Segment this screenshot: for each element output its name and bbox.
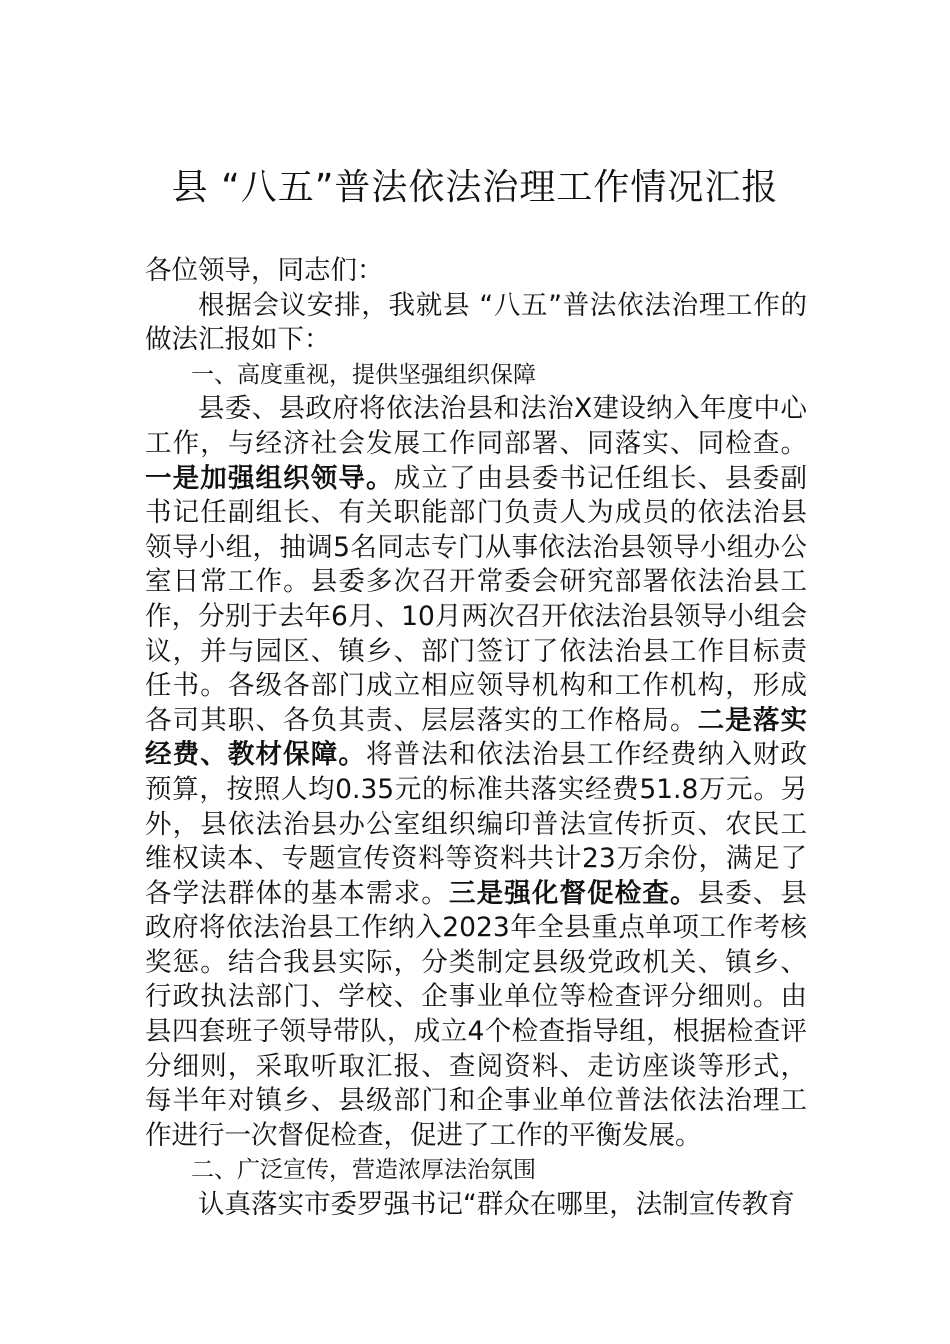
section-2-paragraph: 认真落实市委罗强书记“群众在哪里，法制宣传教育 — [198, 1189, 795, 1221]
salutation: 各位领导，同志们： — [145, 255, 384, 286]
point-2-title: 二是落实经费、教材保障。 — [145, 704, 808, 771]
section-1-lead: 县委、县政府将依法治县和法治X建设纳入年度中心工作，与经济社会发展工作同部署、同落实、同检查。 — [145, 393, 807, 459]
document-title: 县 “八五”普法依法治理工作情况汇报 — [171, 167, 779, 208]
point-3-title: 三是强化督促检查。 — [448, 877, 698, 909]
document-body — [145, 254, 807, 1223]
section-1-heading: 一、高度重视，提供坚强组织保障 — [191, 361, 536, 388]
point-1-title: 一是加强组织领导。 — [145, 462, 394, 494]
point-2-text: 将普法和依法治县工作经费纳入财政预算，按照人均0.35元的标准共落实经费51.8万元。另外，县依法治县办公室组织编印普法宣传折页、农民工维权读本、专题宣传资料等资料共计23万余份，满足了各学法群体的基本需求。 — [145, 739, 808, 909]
intro-paragraph: 根据会议安排，我就县 “八五”普法依法治理工作的做法汇报如下： — [145, 289, 807, 356]
section-2-heading: 二、广泛宣传，营造浓厚法治氛围 — [191, 1157, 536, 1184]
section-1-paragraph — [145, 392, 807, 1153]
point-1-text: 成立了由县委书记任组长、县委副书记任副组长、有关职能部门负责人为成员的依法治县领导小组，抽调5名同志专门从事依法治县领导小组办公室日常工作。县委多次召开常委会研究部署依法治县工作，分别于去年6月、10月两次召开依法治县领导小组会议，并与园区、镇乡、部门签订了依法治县工作目标责任书。各级各部门成立相应领导机构和工作机构，形成各司其职、各负其责、层层落实的工作格局。 — [145, 462, 808, 736]
point-3-text: 县委、县政府将依法治县工作纳入2023年全县重点单项工作考核奖惩。结合我县实际，分类制定县级党政机关、镇乡、行政执法部门、学校、企事业单位等检查评分细则。由县四套班子领导带队，成立4个检查指导组，根据检查评分细则，采取听取汇报、查阅资料、走访座谈等形式，每半年对镇乡、县级部门和企事业单位普法依法治理工作进行一次督促检查，促进了工作的平衡发展。 — [145, 877, 808, 1151]
